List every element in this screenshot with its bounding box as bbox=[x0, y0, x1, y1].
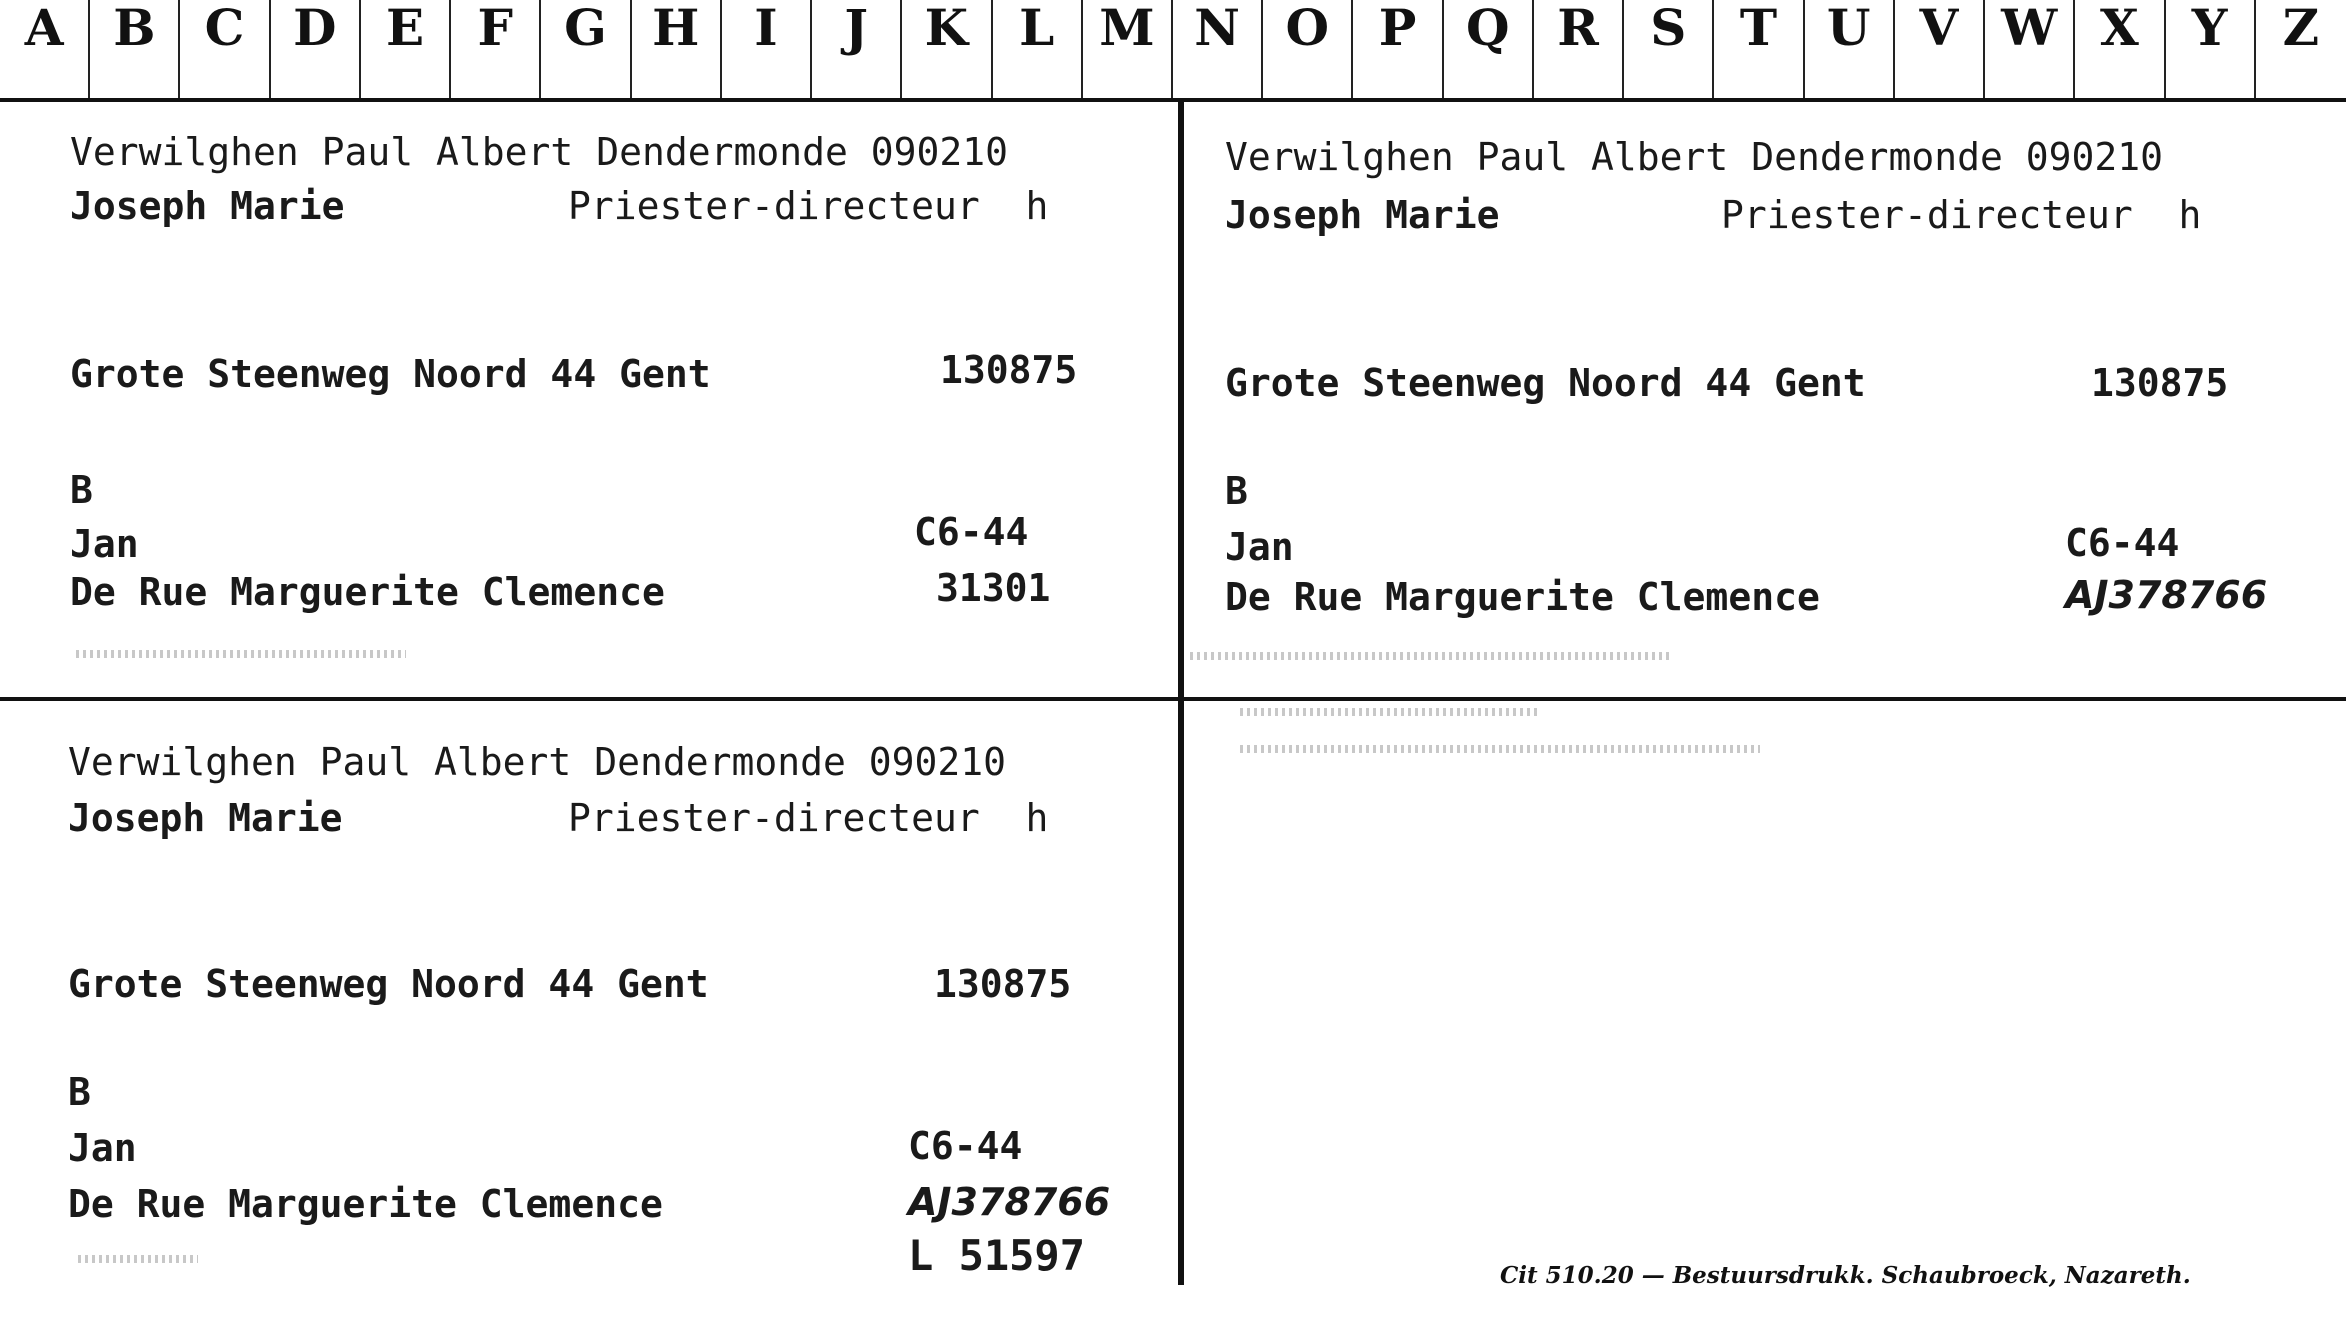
printer-imprint: Cit 510.20 — Bestuursdrukk. Schaubroeck, Nazareth. bbox=[1500, 1262, 2191, 1289]
index-letter-f: F bbox=[451, 0, 541, 98]
index-letter-y: Y bbox=[2166, 0, 2256, 98]
index-letter-j: J bbox=[812, 0, 902, 98]
address: Grote Steenweg Noord 44 Gent bbox=[68, 962, 709, 1006]
partner-number: 31301 bbox=[936, 566, 1051, 610]
index-letter-p: P bbox=[1353, 0, 1443, 98]
index-letter-x: X bbox=[2075, 0, 2165, 98]
record-card-bottom-left bbox=[68, 740, 1118, 1300]
name-line: Verwilghen Paul Albert Dendermonde 090210 bbox=[1225, 135, 2163, 179]
given-names: Joseph Marie bbox=[68, 796, 343, 840]
index-letter-w: W bbox=[1985, 0, 2075, 98]
index-letter-k: K bbox=[902, 0, 992, 98]
bleed-through-mark bbox=[1240, 708, 1540, 716]
partner-first-name: Jan bbox=[68, 1126, 137, 1170]
date-value: 130875 bbox=[2091, 361, 2229, 405]
partner-reference: C6-44 bbox=[908, 1124, 1023, 1168]
date-value: 130875 bbox=[940, 348, 1078, 392]
address: Grote Steenweg Noord 44 Gent bbox=[70, 352, 711, 396]
partner-name: De Rue Marguerite Clemence bbox=[70, 570, 665, 614]
code-letter: B bbox=[68, 1070, 91, 1114]
index-letter-v: V bbox=[1895, 0, 1985, 98]
partner-name: De Rue Marguerite Clemence bbox=[68, 1182, 663, 1226]
index-letter-q: Q bbox=[1444, 0, 1534, 98]
index-letter-n: N bbox=[1173, 0, 1263, 98]
given-names: Joseph Marie bbox=[70, 184, 345, 228]
bleed-through-mark bbox=[78, 1255, 198, 1263]
horizontal-divider bbox=[0, 697, 2346, 701]
index-letter-a: A bbox=[0, 0, 90, 98]
partner-number: AJ378766 bbox=[908, 1180, 1111, 1224]
index-letter-i: I bbox=[722, 0, 812, 98]
index-letter-b: B bbox=[90, 0, 180, 98]
partner-reference: C6-44 bbox=[2065, 521, 2180, 565]
name-line: Verwilghen Paul Albert Dendermonde 090210 bbox=[70, 130, 1008, 174]
occupation: Priester-directeur h bbox=[568, 796, 1049, 840]
index-letter-s: S bbox=[1624, 0, 1714, 98]
date-value: 130875 bbox=[934, 962, 1072, 1006]
index-letter-d: D bbox=[271, 0, 361, 98]
index-letter-t: T bbox=[1714, 0, 1804, 98]
partner-first-name: Jan bbox=[1225, 525, 1294, 569]
occupation: Priester-directeur h bbox=[1721, 193, 2202, 237]
index-letter-o: O bbox=[1263, 0, 1353, 98]
index-letter-m: M bbox=[1083, 0, 1173, 98]
alphabet-index-bar bbox=[0, 0, 2346, 102]
bleed-through-mark bbox=[1240, 745, 1760, 753]
name-line: Verwilghen Paul Albert Dendermonde 090210 bbox=[68, 740, 1006, 784]
index-letter-h: H bbox=[632, 0, 722, 98]
code-letter: B bbox=[70, 468, 93, 512]
partner-name: De Rue Marguerite Clemence bbox=[1225, 575, 1820, 619]
index-letter-r: R bbox=[1534, 0, 1624, 98]
index-letter-g: G bbox=[541, 0, 631, 98]
extra-number: L 51597 bbox=[908, 1231, 1086, 1280]
bleed-through-mark bbox=[76, 650, 406, 658]
partner-reference: C6-44 bbox=[914, 510, 1029, 554]
index-letter-e: E bbox=[361, 0, 451, 98]
given-names: Joseph Marie bbox=[1225, 193, 1500, 237]
partner-first-name: Jan bbox=[70, 522, 139, 566]
record-card-top-right bbox=[1225, 135, 2275, 695]
index-letter-l: L bbox=[993, 0, 1083, 98]
index-letter-z: Z bbox=[2282, 0, 2320, 57]
code-letter: B bbox=[1225, 469, 1248, 513]
record-card-top-left bbox=[70, 130, 1120, 690]
occupation: Priester-directeur h bbox=[568, 184, 1049, 228]
index-letter-u: U bbox=[1805, 0, 1895, 98]
address: Grote Steenweg Noord 44 Gent bbox=[1225, 361, 1866, 405]
vertical-divider bbox=[1178, 102, 1184, 1285]
bleed-through-mark bbox=[1190, 652, 1670, 660]
partner-number: AJ378766 bbox=[2065, 573, 2268, 617]
index-letter-c: C bbox=[180, 0, 270, 98]
